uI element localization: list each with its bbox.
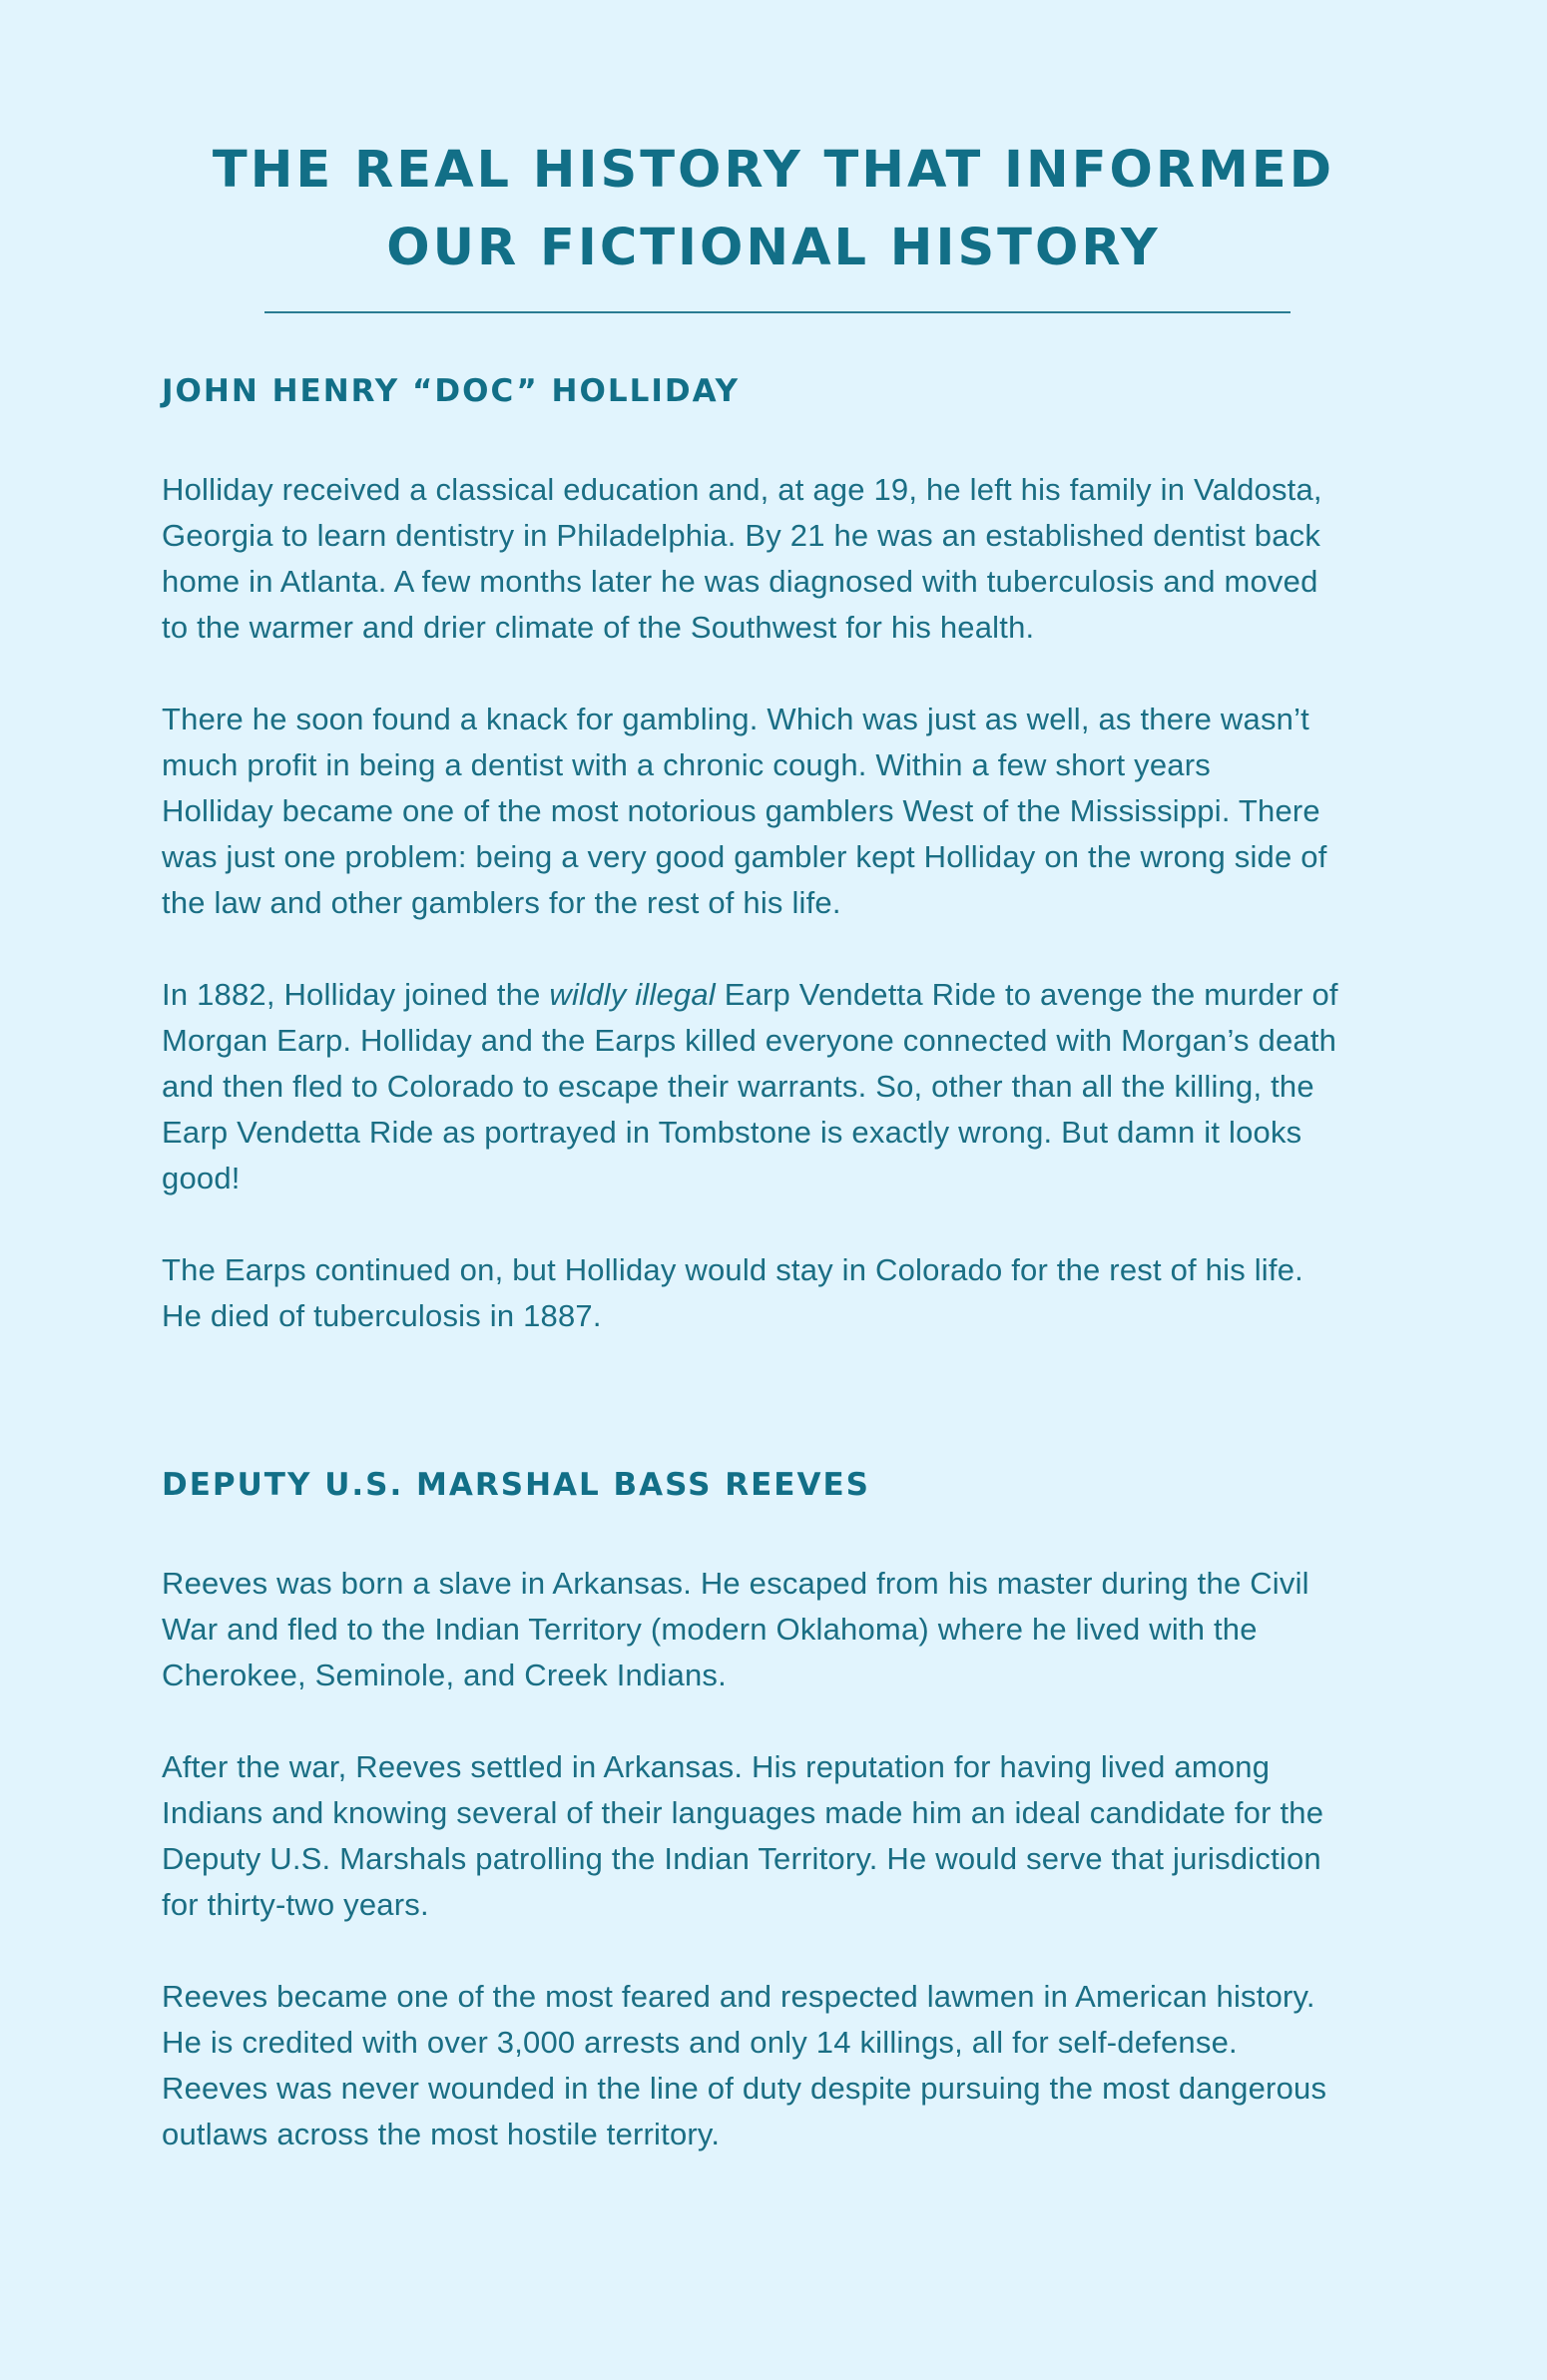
section-heading-reeves: DEPUTY U.S. MARSHAL BASS REEVES: [162, 1467, 870, 1503]
reeves-paragraph-3: Reeves became one of the most feared and respected lawmen in American history. He is credited with over 3,000 arrests and only 14 killings, all for self-defense. Reeves was never wounded in the line of duty despite pursuing the most dangerous outlaws across the most hostile territory.: [162, 1979, 1327, 2151]
page-title: THE REAL HISTORY THAT INFORMED OUR FICTIONAL HISTORY: [212, 141, 1335, 277]
holliday-paragraph-3-end: Earp Vendetta Ride to avenge the murder of Morgan Earp. Holliday and the Earps killed everyone connected with Morgan’s death and then fled to Colorado to escape their warrants. So, other than all the killing, the Earp Vendetta Ride as portrayed in Tombstone is exactly wrong. But damn it looks good!: [162, 977, 1338, 1195]
holliday-paragraph-3-start: In 1882, Holliday joined the: [162, 977, 550, 1012]
reeves-paragraph-1: Reeves was born a slave in Arkansas. He escaped from his master during the Civil War and fled to the Indian Territory (modern Oklahoma) where he lived with the Cherokee, Seminole, and Creek Indians.: [162, 1566, 1309, 1692]
holliday-paragraph-2: There he soon found a knack for gambling. Which was just as well, as there wasn’t much profit in being a dentist with a chronic cough. Within a few short years Holliday became one of the most notorious gamblers West of the Mississippi. There was just one problem: being a very good gambler kept Holliday on the wrong side of the law and other gamblers for the rest of his life.: [162, 702, 1327, 920]
holliday-paragraph-3: [162, 972, 1391, 1201]
holliday-paragraph-3-emphasis: wildly illegal: [549, 977, 716, 1012]
holliday-paragraph-4: The Earps continued on, but Holliday would stay in Colorado for the rest of his life. He died of tuberculosis in 1887.: [162, 1252, 1303, 1333]
section-heading-holliday: JOHN HENRY “DOC” HOLLIDAY: [162, 373, 741, 409]
reeves-paragraph-2: After the war, Reeves settled in Arkansas. His reputation for having lived among Indians and knowing several of their languages made him an ideal candidate for the Deputy U.S. Marshals patrolling the Indian Territory. He would serve that jurisdiction for thirty-two years.: [162, 1749, 1324, 1922]
holliday-paragraph-1: Holliday received a classical education and, at age 19, he left his family in Valdosta, Georgia to learn dentistry in Philadelphia. By 21 he was an established dentist back home in Atlanta. A few months later he was diagnosed with tuberculosis and moved to the warmer and drier climate of the Southwest for his health.: [162, 472, 1322, 645]
title-divider: [264, 311, 1290, 313]
